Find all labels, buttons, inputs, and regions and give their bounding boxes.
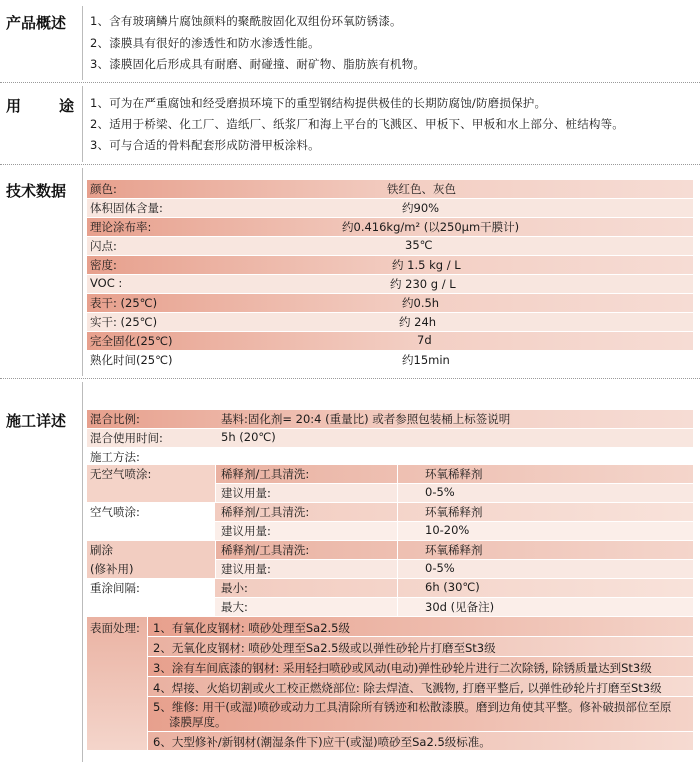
tech-row — [87, 294, 693, 312]
airless-dosage-value: 0-5% — [425, 485, 455, 499]
application-table — [87, 410, 693, 750]
method-label: 施工方法: — [90, 450, 140, 464]
tech-row — [87, 256, 693, 274]
tech-label: 表干: (25℃) — [90, 296, 158, 310]
tech-label: 熟化时间(25℃) — [90, 353, 173, 367]
tech-value: 约15min — [402, 353, 450, 367]
tech-label: 实干: (25℃) — [90, 315, 158, 329]
tech-row — [87, 180, 693, 198]
surface-item-2: 2、无氧化皮钢材: 喷砂处理至Sa2.5级或以弹性砂轮片打磨至St3级 — [153, 641, 496, 655]
pot-life-value: 5h (20℃) — [221, 430, 276, 444]
tech-divider — [82, 168, 83, 376]
tech-value: 约0.5h — [402, 296, 440, 310]
recoat-min-label: 最小: — [221, 581, 248, 595]
tech-value: 约 1.5 kg / L — [392, 258, 461, 272]
tech-heading: 技术数据 — [6, 182, 67, 200]
surface-item-5-cont: 漆膜厚度。 — [169, 715, 227, 729]
brush-thinner-label: 稀释剂/工具清洗: — [221, 543, 310, 557]
application-heading: 施工详述 — [6, 412, 67, 430]
usage-heading-b: 途 — [59, 97, 75, 115]
recoat-max-label: 最大: — [221, 600, 248, 614]
overview-item-3: 3、漆膜固化后形成具有耐磨、耐碰撞、耐矿物、脂肪族有机物。 — [90, 57, 426, 71]
tech-row — [87, 313, 693, 331]
air-dosage-value: 10-20% — [425, 523, 470, 537]
airless-label: 无空气喷涂: — [90, 467, 152, 481]
tech-value: 35℃ — [405, 238, 433, 252]
airless-row — [87, 465, 693, 502]
application-divider — [82, 382, 83, 762]
tech-value: 约 24h — [399, 315, 437, 329]
usage-item-1: 1、可为在严重腐蚀和经受磨损环境下的重型钢结构提供极佳的长期防腐蚀/防磨损保护。 — [90, 96, 547, 110]
tech-row — [87, 199, 693, 217]
method-row — [87, 448, 693, 465]
airless-thinner-label: 稀释剂/工具清洗: — [221, 467, 310, 481]
surface-item-6: 6、大型修补/新钢材(潮湿条件下)应干(或湿)喷砂至Sa2.5级标准。 — [153, 735, 491, 749]
mix-ratio-row — [87, 410, 693, 428]
brush-sublabel: (修补用) — [90, 562, 134, 576]
air-spray-row — [87, 503, 693, 540]
mix-ratio-label: 混合比例: — [90, 412, 140, 426]
overview-item-2: 2、漆膜具有很好的渗透性和防水渗透性能。 — [90, 36, 320, 50]
tech-label: 密度: — [90, 258, 117, 272]
tech-value: 约90% — [402, 201, 440, 215]
brush-row — [87, 541, 693, 578]
tech-value: 约 230 g / L — [390, 277, 456, 291]
tech-row — [87, 237, 693, 255]
air-thinner-label: 稀释剂/工具清洗: — [221, 505, 310, 519]
tech-label: VOC : — [90, 276, 123, 290]
tech-label: 体积固体含量: — [90, 201, 163, 215]
usage-item-2: 2、适用于桥梁、化工厂、造纸厂、纸浆厂和海上平台的飞溅区、甲板下、甲板和水上部分、桩结构等。 — [90, 117, 625, 131]
section-divider — [0, 164, 700, 165]
pot-life-label: 混合使用时间: — [90, 431, 163, 445]
pot-life-row — [87, 429, 693, 447]
air-dosage-label: 建议用量: — [221, 524, 271, 538]
recoat-row — [87, 579, 693, 616]
recoat-min-value: 6h (30℃) — [425, 580, 480, 594]
brush-thinner-value: 环氧稀释剂 — [425, 543, 483, 557]
air-spray-label: 空气喷涂: — [90, 505, 140, 519]
recoat-max-value: 30d (见备注) — [425, 600, 495, 614]
usage-divider — [82, 86, 83, 162]
tech-row — [87, 218, 693, 236]
section-divider — [0, 378, 700, 379]
recoat-label: 重涂间隔: — [90, 581, 140, 595]
surface-item-5: 5、维修: 用干(或湿)喷砂或动力工具清除所有锈迹和松散漆膜。磨到边角使其平整。修补破损部位至原 — [153, 700, 672, 714]
usage-item-3: 3、可与合适的骨料配套形成防滑甲板涂料。 — [90, 138, 320, 152]
tech-label: 理论涂布率: — [90, 220, 152, 234]
usage-heading-a: 用 — [6, 97, 22, 115]
tech-label: 颜色: — [90, 182, 117, 196]
tech-value: 铁红色、灰色 — [387, 182, 456, 196]
overview-divider — [82, 6, 83, 80]
tech-row — [87, 332, 693, 350]
tech-table — [87, 180, 693, 369]
tech-label: 闪点: — [90, 239, 117, 253]
brush-dosage-value: 0-5% — [425, 561, 455, 575]
overview-item-1: 1、含有玻璃鳞片腐蚀颜料的聚酰胺固化双组份环氧防锈漆。 — [90, 14, 402, 28]
brush-label: 刷涂 — [90, 543, 113, 557]
air-thinner-value: 环氧稀释剂 — [425, 505, 483, 519]
overview-heading: 产品概述 — [6, 14, 67, 32]
airless-thinner-value: 环氧稀释剂 — [425, 467, 483, 481]
surface-row — [87, 617, 693, 750]
surface-item-3: 3、涂有车间底漆的钢材: 采用轻扫喷砂或风动(电动)弹性砂轮片进行二次除锈, 除锈质量达到St3级 — [153, 661, 652, 675]
brush-dosage-label: 建议用量: — [221, 562, 271, 576]
airless-dosage-label: 建议用量: — [221, 486, 271, 500]
tech-value: 7d — [417, 333, 432, 347]
surface-item-1: 1、有氧化皮钢材: 喷砂处理至Sa2.5级 — [153, 621, 350, 635]
tech-value: 约0.416kg/m² (以250μm干膜计) — [342, 220, 520, 234]
section-divider — [0, 82, 700, 83]
surface-label: 表面处理: — [90, 621, 140, 635]
tech-row — [87, 351, 693, 369]
tech-label: 完全固化(25℃) — [90, 334, 173, 348]
mix-ratio-value: 基料:固化剂= 20:4 (重量比) 或者参照包装桶上标签说明 — [221, 412, 511, 426]
tech-row — [87, 275, 693, 293]
surface-item-4: 4、焊接、火焰切割或火工校正燃烧部位: 除去焊渣、飞溅物, 打磨平整后, 以弹性砂轮片打磨至St3级 — [153, 681, 662, 695]
